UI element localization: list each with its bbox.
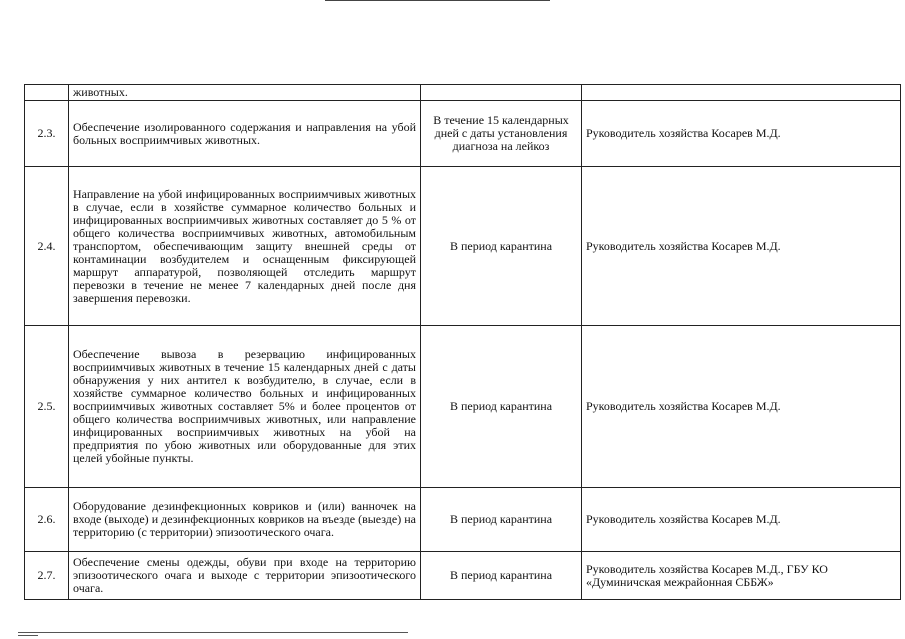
responsible-text — [582, 85, 901, 101]
table-row — [25, 85, 901, 101]
table-row — [25, 552, 901, 600]
top-rule — [325, 0, 550, 1]
row-number: 2.7. — [25, 552, 69, 600]
row-number — [25, 85, 69, 101]
table-row — [25, 326, 901, 488]
measure-text: Направление на убой инфицированных восприимчивых животных в случае, если в хозяйстве суммарное количество больных и инфицированных восприимчивых животных составляет до 5 % от общего количества восприимчивых животных, автомобильным транспортом, обеспечивающим защиту внешней среды от контаминации возбудителем и оснащенным фиксирующей маршрут аппаратурой, позволяющей отследить маршрут перевозки в течение не менее 7 календарных дней после дня завершения перевозки. — [69, 167, 421, 326]
table-row — [25, 167, 901, 326]
row-number: 2.3. — [25, 101, 69, 167]
row-number: 2.5. — [25, 326, 69, 488]
measures-table — [24, 84, 901, 600]
measure-text: животных. — [69, 85, 421, 101]
responsible-text: Руководитель хозяйства Косарев М.Д. — [582, 488, 901, 552]
table-row — [25, 488, 901, 552]
measure-text: Обеспечение изолированного содержания и направления на убой больных восприимчивых животных. — [69, 101, 421, 167]
period-text — [421, 85, 582, 101]
period-text: В период карантина — [421, 488, 582, 552]
responsible-text: Руководитель хозяйства Косарев М.Д. — [582, 167, 901, 326]
bottom-rule — [18, 632, 408, 633]
responsible-text: Руководитель хозяйства Косарев М.Д., ГБУ КО «Думиничская межрайонная СББЖ» — [582, 552, 901, 600]
bottom-rule-mark — [18, 635, 38, 636]
row-number: 2.6. — [25, 488, 69, 552]
measure-text: Обеспечение вывоза в резервацию инфицированных восприимчивых животных в течение 15 календарных дней с даты обнаружения у них антител к возбудителю, в случае, если в хозяйстве суммарное количество больных и инфицированных восприимчивых животных составляет 5% и более процентов от общего количества восприимчивых животных, или направление инфицированных восприимчивых животных на убой на предприятия по убою животных или оборудованные для этих целей убойные пункты. — [69, 326, 421, 488]
row-number: 2.4. — [25, 167, 69, 326]
responsible-text: Руководитель хозяйства Косарев М.Д. — [582, 101, 901, 167]
responsible-text: Руководитель хозяйства Косарев М.Д. — [582, 326, 901, 488]
period-text: В период карантина — [421, 326, 582, 488]
period-text: В течение 15 календарных дней с даты установления диагноза на лейкоз — [421, 101, 582, 167]
period-text: В период карантина — [421, 552, 582, 600]
measure-text: Оборудование дезинфекционных ковриков и (или) ванночек на входе (выходе) и дезинфекционных ковриков на въезде (выезде) на территорию (с территории) эпизоотического очага. — [69, 488, 421, 552]
period-text: В период карантина — [421, 167, 582, 326]
measure-text: Обеспечение смены одежды, обуви при входе на территорию эпизоотического очага и выходе с территории эпизоотического очага. — [69, 552, 421, 600]
table-row — [25, 101, 901, 167]
